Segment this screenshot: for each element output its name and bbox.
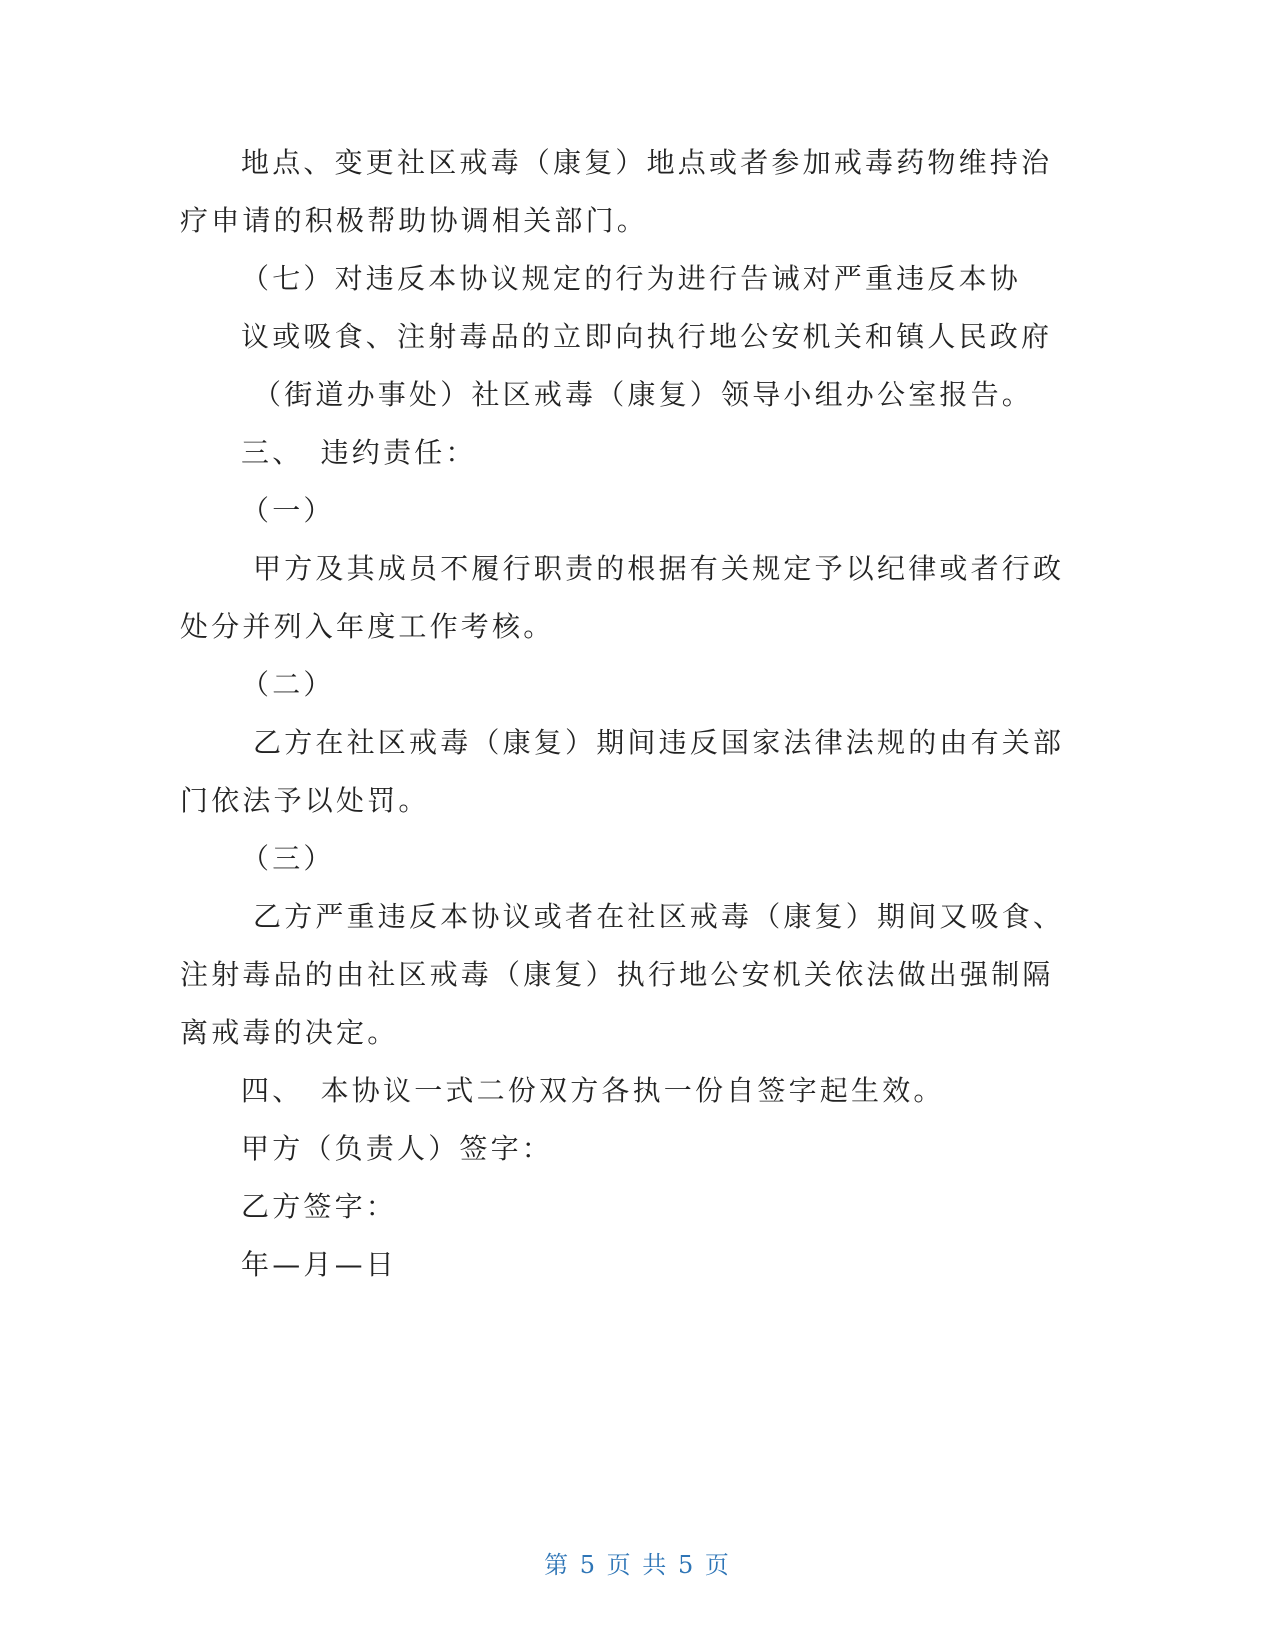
body-line-15: 注射毒品的由社区戒毒（康复）执行地公安机关依法做出强制隔	[180, 958, 1054, 991]
section-heading-3: 三、 违约责任：	[241, 436, 477, 469]
footer-current-page: 5	[579, 1551, 598, 1579]
body-line-2: 疗申请的积极帮助协调相关部门。	[180, 204, 649, 237]
body-line-14: 乙方严重违反本协议或者在社区戒毒（康复）期间又吸食、	[253, 900, 1065, 933]
body-line-12: 门依法予以处罚。	[180, 784, 430, 817]
body-line-11: 乙方在社区戒毒（康复）期间违反国家法律法规的由有关部	[253, 726, 1065, 759]
clause-label-2: （二）	[241, 668, 335, 701]
footer-middle: 页 共	[606, 1551, 669, 1579]
body-line-3: （七）对违反本协议规定的行为进行告诫对严重违反本协	[241, 262, 1022, 295]
signature-date: 年—月—日	[241, 1248, 398, 1281]
body-line-16: 离戒毒的决定。	[180, 1016, 399, 1049]
footer-suffix: 页	[704, 1551, 731, 1579]
clause-label-1: （一）	[241, 494, 335, 527]
signature-party-a: 甲方（负责人）签字：	[241, 1132, 554, 1165]
body-line-1: 地点、变更社区戒毒（康复）地点或者参加戒毒药物维持治	[241, 146, 1053, 179]
section-heading-4: 四、 本协议一式二份双方各执一份自签字起生效。	[241, 1074, 945, 1107]
body-line-9: 处分并列入年度工作考核。	[180, 610, 555, 643]
page-footer	[0, 1545, 1275, 1580]
footer-total-pages: 5	[677, 1551, 696, 1579]
body-line-5: （街道办事处）社区戒毒（康复）领导小组办公室报告。	[253, 378, 1034, 411]
clause-label-3: （三）	[241, 842, 335, 875]
body-line-4: 议或吸食、注射毒品的立即向执行地公安机关和镇人民政府	[241, 320, 1053, 353]
footer-prefix: 第	[544, 1551, 571, 1579]
signature-party-b: 乙方签字：	[241, 1190, 398, 1223]
body-line-8: 甲方及其成员不履行职责的根据有关规定予以纪律或者行政	[253, 552, 1065, 585]
